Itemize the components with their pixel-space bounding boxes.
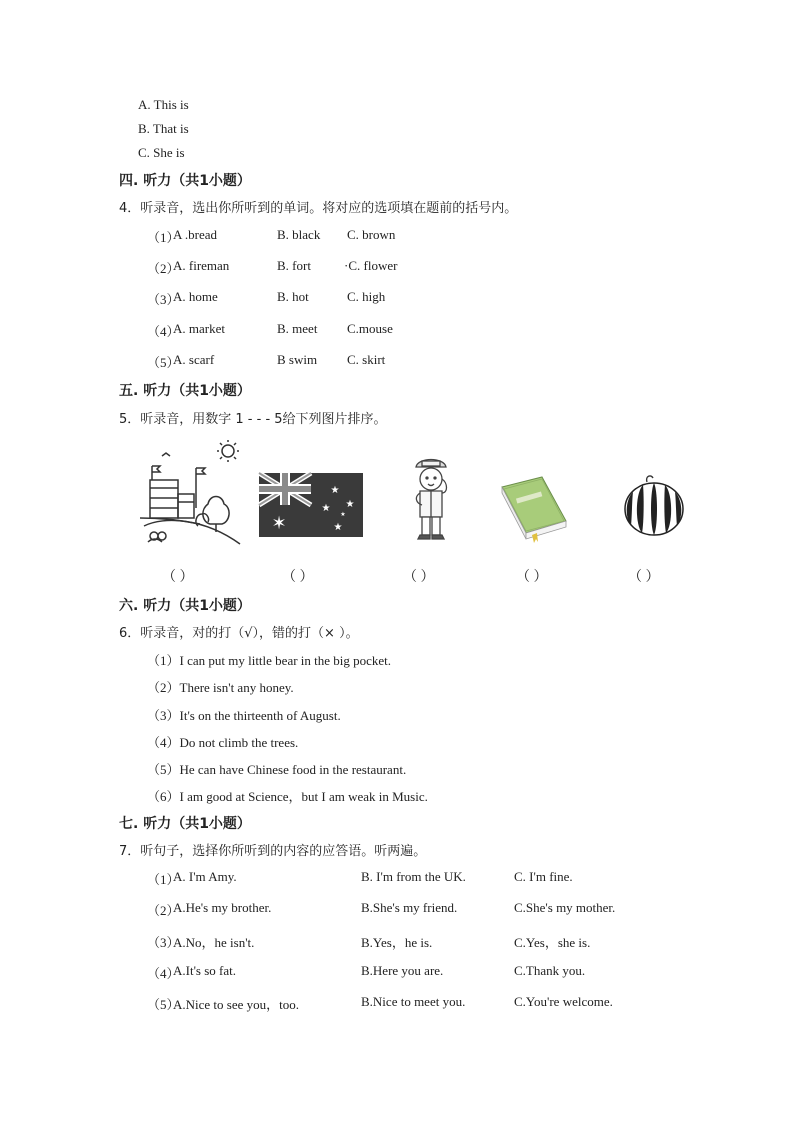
option-b: B. hot bbox=[277, 289, 309, 304]
section-6-heading: 六. 听力（共1小题） bbox=[119, 598, 251, 614]
option-b: B.Yes，he is. bbox=[361, 935, 433, 950]
section-4-heading: 四. 听力（共1小题） bbox=[119, 173, 251, 189]
option-a: A. market bbox=[173, 321, 225, 336]
answer-paren-2[interactable]: （ ） bbox=[282, 570, 314, 585]
option-c: ·C. flower bbox=[344, 258, 398, 273]
svg-text:★: ★ bbox=[321, 503, 331, 514]
option-c: C.You're welcome. bbox=[514, 994, 613, 1009]
option-c: C. She is bbox=[138, 145, 185, 160]
option-a: A. home bbox=[173, 289, 218, 304]
option-b: B.Nice to meet you. bbox=[361, 994, 466, 1009]
question-6: 6．听录音，对的打（√），错的打（× ）。 bbox=[119, 626, 359, 641]
option-c: C.Thank you. bbox=[514, 963, 586, 978]
q6-item-1: （1）I can put my little bear in the big pocket. bbox=[147, 653, 392, 668]
option-a: A. scarf bbox=[173, 352, 215, 367]
row-number: （5） bbox=[147, 355, 180, 370]
row-number: （1） bbox=[147, 872, 180, 887]
option-a: A. This is bbox=[138, 97, 189, 112]
q6-item-6: （6）I am good at Science，but I am weak in Music. bbox=[147, 789, 428, 804]
option-c: C. brown bbox=[347, 227, 396, 242]
answer-paren-1[interactable]: （ ） bbox=[162, 570, 194, 585]
section-5-heading: 五. 听力（共1小题） bbox=[119, 383, 251, 399]
option-c: C.Yes，she is. bbox=[514, 935, 591, 950]
row-number: （4） bbox=[147, 966, 180, 981]
policeman-picture bbox=[408, 455, 454, 541]
option-c: C.She's my mother. bbox=[514, 900, 616, 915]
school-picture bbox=[140, 438, 240, 544]
question-4: 4．听录音，选出你所听到的单词。将对应的选项填在题前的括号内。 bbox=[119, 201, 518, 216]
answer-paren-3[interactable]: （ ） bbox=[403, 570, 435, 585]
australia-flag-picture bbox=[259, 473, 363, 537]
option-b: B swim bbox=[277, 352, 318, 367]
q6-item-4: （4）Do not climb the trees. bbox=[147, 735, 299, 750]
row-number: （3） bbox=[147, 292, 180, 307]
row-number: （5） bbox=[147, 997, 180, 1012]
option-a: A .bread bbox=[173, 227, 218, 242]
svg-text:★: ★ bbox=[340, 511, 346, 518]
option-a: A.No，he isn't. bbox=[173, 935, 255, 950]
option-b: B. fort bbox=[277, 258, 311, 273]
svg-text:★: ★ bbox=[330, 485, 340, 496]
q6-item-5: （5）He can have Chinese food in the restaurant. bbox=[147, 762, 407, 777]
option-b: B. black bbox=[277, 227, 321, 242]
row-number: （4） bbox=[147, 324, 180, 339]
q6-item-2: （2）There isn't any honey. bbox=[147, 680, 294, 695]
option-c: C. I'm fine. bbox=[514, 869, 573, 884]
svg-text:★: ★ bbox=[345, 499, 355, 510]
svg-text:✶: ✶ bbox=[271, 513, 287, 534]
question-5: 5．听录音，用数字 1 - - - 5给下列图片排序。 bbox=[119, 412, 387, 427]
option-b: B. That is bbox=[138, 121, 189, 136]
q6-item-3: （3）It's on the thirteenth of August. bbox=[147, 708, 341, 723]
option-b: B.She's my friend. bbox=[361, 900, 458, 915]
option-a: A.It's so fat. bbox=[173, 963, 237, 978]
row-number: （2） bbox=[147, 903, 180, 918]
option-c: C. skirt bbox=[347, 352, 386, 367]
option-c: C. high bbox=[347, 289, 386, 304]
option-c: C.mouse bbox=[347, 321, 393, 336]
section-7-heading: 七. 听力（共1小题） bbox=[119, 816, 251, 832]
answer-paren-5[interactable]: （ ） bbox=[628, 570, 660, 585]
answer-paren-4[interactable]: （ ） bbox=[516, 570, 548, 585]
row-number: （1） bbox=[147, 230, 180, 245]
option-a: A.He's my brother. bbox=[173, 900, 272, 915]
option-b: B. meet bbox=[277, 321, 318, 336]
option-a: A. I'm Amy. bbox=[173, 869, 237, 884]
option-b: B.Here you are. bbox=[361, 963, 444, 978]
watermelon-picture bbox=[621, 472, 687, 538]
option-a: A.Nice to see you，too. bbox=[173, 997, 300, 1012]
book-picture bbox=[498, 477, 568, 545]
option-a: A. fireman bbox=[173, 258, 230, 273]
svg-text:★: ★ bbox=[333, 522, 343, 533]
question-7: 7．听句子，选择你所听到的内容的应答语。听两遍。 bbox=[119, 844, 427, 859]
row-number: （3） bbox=[147, 935, 180, 950]
row-number: （2） bbox=[147, 261, 180, 276]
option-b: B. I'm from the UK. bbox=[361, 869, 466, 884]
